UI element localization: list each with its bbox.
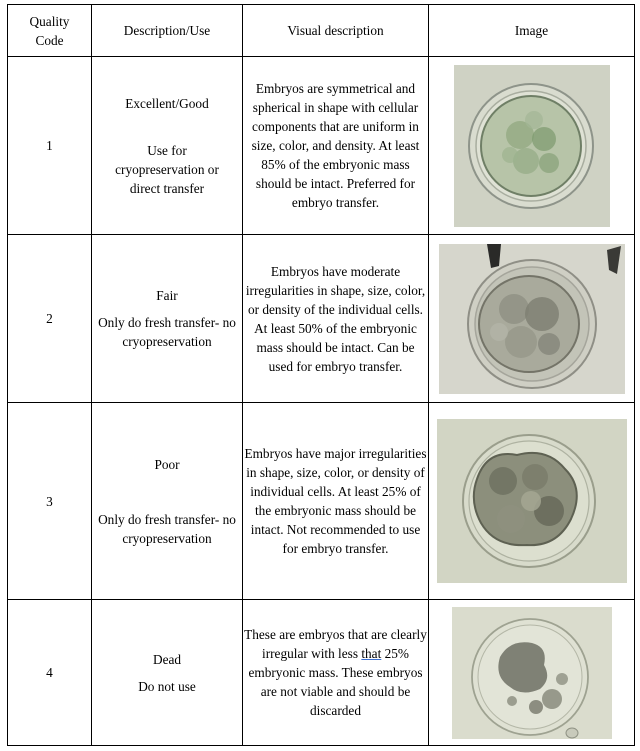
use-label: Only do fresh transfer- no cryopreservation: [98, 511, 236, 546]
embryo-micrograph-image: [454, 65, 610, 227]
quality-code-cell: 2: [8, 235, 92, 403]
description-use-cell: [92, 57, 243, 235]
header-visual-description: Visual description: [243, 5, 429, 57]
embryo-micrograph-image: [437, 419, 627, 583]
image-cell: [429, 403, 635, 600]
table-row: [8, 600, 635, 746]
header-image: Image: [429, 5, 635, 57]
visual-description-cell: Embryos have major irregularities in shape, size, color, or density of individual cells. At least 25% of the embryonic mass should be intact. Not recommended to use for embryo transfer.: [243, 403, 429, 600]
visual-description-cell: [243, 600, 429, 746]
quality-code-cell: 1: [8, 57, 92, 235]
use-label: Do not use: [138, 678, 196, 694]
grade-label: Dead: [152, 651, 182, 667]
embryo-micrograph-image: [439, 244, 625, 394]
embryo-micrograph-image: [452, 607, 612, 739]
description-use-cell: [92, 403, 243, 600]
table-row: [8, 403, 635, 600]
underlined-word: that: [361, 646, 382, 661]
visual-description-cell: Embryos are symmetrical and spherical in shape with cellular components that are uniform in size, color, and density. At least 85% of the embryonic mass should be intact. Preferred for embryo transfer.: [243, 57, 429, 235]
header-quality-code: Quality Code: [8, 5, 92, 57]
header-description-use: Description/Use: [92, 5, 243, 57]
table-row: [8, 235, 635, 403]
image-cell: [429, 600, 635, 746]
description-use-cell: [92, 600, 243, 746]
embryo-quality-table: [7, 4, 635, 746]
image-cell: [429, 57, 635, 235]
description-use-cell: [92, 235, 243, 403]
grade-label: Poor: [154, 456, 180, 472]
image-cell: [429, 235, 635, 403]
use-label: Use for cryopreservation or direct transfer: [115, 142, 219, 196]
table-row: [8, 57, 635, 235]
grade-label: Fair: [156, 288, 178, 303]
use-label: Only do fresh transfer- no cryopreservation: [98, 315, 236, 349]
quality-code-cell: 3: [8, 403, 92, 600]
quality-code-cell: 4: [8, 600, 92, 746]
visual-description-cell: Embryos have moderate irregularities in shape, size, color, or density of the individual cells. At least 50% of the embryonic mass should be intact. Can be used for embryo transfer.: [243, 235, 429, 403]
grade-label: Excellent/Good: [125, 95, 209, 111]
header-row: [8, 5, 635, 57]
description-text-end: 25% embryonic mass. These embryos are not viable and should be discarded: [248, 646, 423, 718]
description-text-start: These are embryos that are clearly irregular with less: [244, 627, 427, 661]
